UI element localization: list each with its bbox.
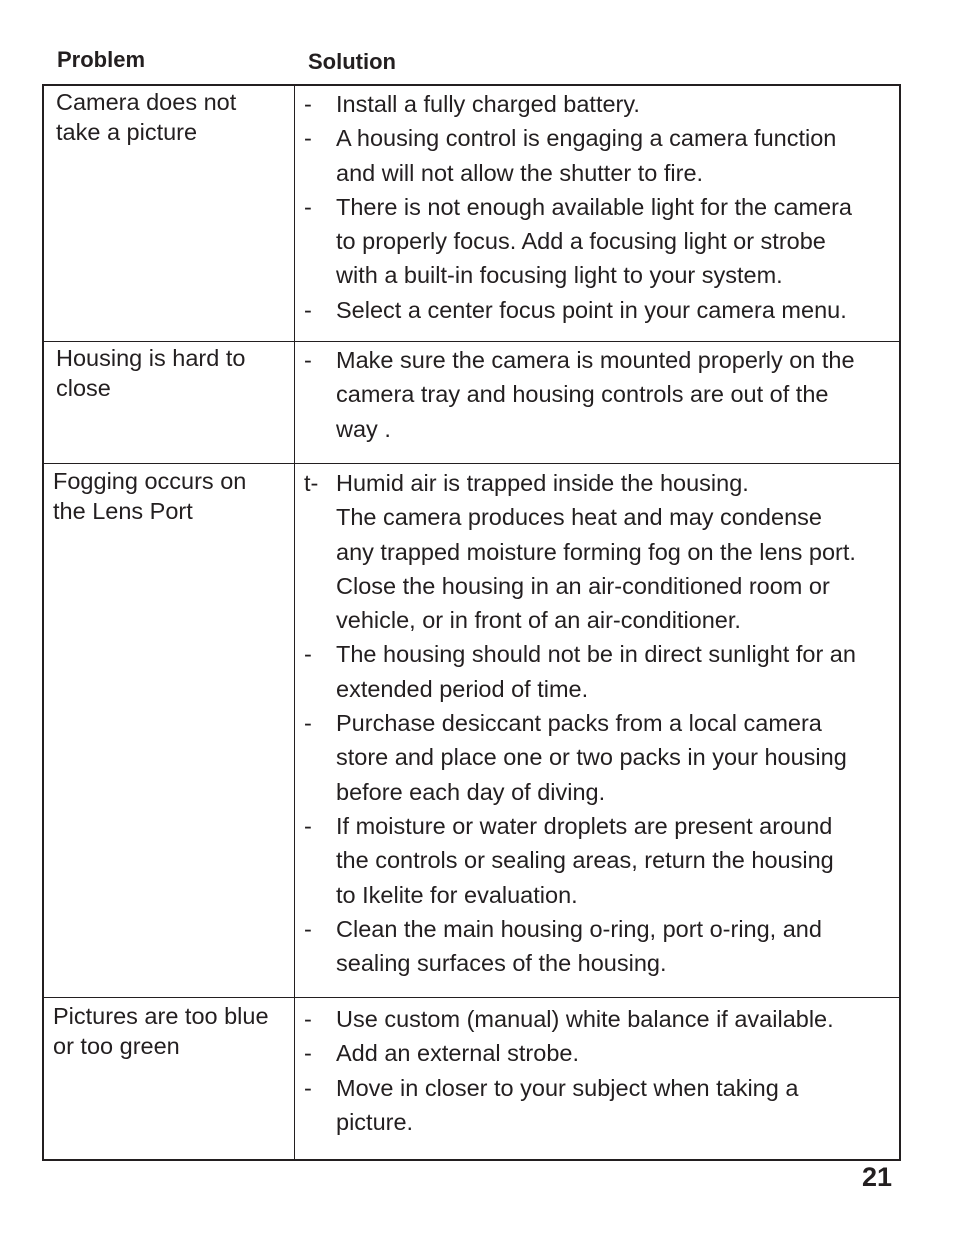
problem-camera-no-picture — [56, 87, 296, 147]
solution-line: If moisture or water droplets are present around — [336, 812, 833, 839]
solution-list-fogging-lens-port — [304, 466, 904, 980]
column-divider — [294, 86, 295, 1159]
problem-line: take a picture — [56, 119, 198, 145]
bullet-marker: - — [304, 91, 312, 117]
solution-line: with a built-in focusing light to your system. — [336, 262, 783, 289]
problem-housing-hard-to-close — [56, 343, 296, 403]
bullet-marker: - — [304, 812, 312, 839]
solution-line: Make sure the camera is mounted properly on the — [336, 347, 855, 373]
solution-line: to properly focus. Add a focusing light or strobe — [336, 228, 826, 255]
solution-item — [304, 706, 904, 809]
solution-item — [304, 121, 904, 190]
solution-line: The housing should not be in direct sunlight for an — [336, 641, 856, 668]
page-number: 21 — [861, 1162, 892, 1192]
problem-line: or too green — [53, 1033, 180, 1059]
solution-line: any trapped moisture forming fog on the lens port. — [336, 538, 856, 565]
bullet-marker: - — [304, 641, 312, 668]
solution-line: to Ikelite for evaluation. — [336, 881, 578, 908]
solution-line: way . — [336, 415, 391, 442]
solution-line: Clean the main housing o-ring, port o-ring, and — [336, 915, 822, 942]
solution-line: A housing control is engaging a camera function — [336, 125, 837, 152]
solution-line: Select a center focus point in your camera menu. — [336, 296, 847, 323]
bullet-marker: - — [304, 1006, 312, 1032]
row-divider-3 — [44, 997, 899, 998]
solution-line: picture. — [336, 1108, 414, 1135]
solution-line: There is not enough available light for the camera — [336, 193, 853, 220]
solution-item — [304, 1002, 904, 1036]
solution-list-camera-no-picture — [304, 87, 904, 327]
solution-item — [304, 466, 904, 637]
solution-line: camera tray and housing controls are out of the — [336, 381, 829, 408]
problem-line: the Lens Port — [53, 498, 193, 524]
solution-line: Install a fully charged battery. — [336, 91, 640, 117]
solution-line: Move in closer to your subject when taking a — [336, 1074, 799, 1101]
problem-line: Pictures are too blue — [53, 1003, 269, 1029]
row-divider-2 — [44, 463, 899, 464]
solution-item — [304, 637, 904, 706]
solution-line: before each day of diving. — [336, 778, 606, 805]
solution-line: Add an external strobe. — [336, 1040, 579, 1067]
solution-column-header: Solution — [308, 49, 396, 74]
solution-line: Humid air is trapped inside the housing. — [336, 470, 749, 496]
solution-line: the controls or sealing areas, return the housing — [336, 847, 834, 874]
row-divider-1 — [44, 341, 899, 342]
solution-line: Purchase desiccant packs from a local camera — [336, 710, 822, 737]
solution-item — [304, 343, 904, 446]
bullet-marker: - — [304, 710, 312, 737]
solution-line: and will not allow the shutter to fire. — [336, 159, 704, 186]
bullet-marker: - — [304, 296, 312, 323]
problem-line: Fogging occurs on — [53, 468, 247, 494]
solution-line: vehicle, or in front of an air-conditioner. — [336, 607, 741, 634]
bullet-marker: - — [304, 125, 312, 152]
solution-list-pictures-too-blue-green — [304, 1002, 904, 1139]
bullet-marker: - — [304, 915, 312, 942]
solution-line: The camera produces heat and may condense — [336, 504, 822, 531]
solution-item — [304, 912, 904, 981]
problem-line: Housing is hard to — [56, 345, 246, 371]
problem-pictures-too-blue-green — [53, 1001, 293, 1061]
bullet-marker: - — [304, 1074, 312, 1101]
bullet-marker: - — [304, 347, 312, 373]
solution-line: Close the housing in an air-conditioned room or — [336, 572, 830, 599]
solution-list-housing-hard-to-close — [304, 343, 904, 446]
solution-line: store and place one or two packs in your housing — [336, 744, 847, 771]
solution-item — [304, 1071, 904, 1140]
bullet-marker: - — [304, 1040, 312, 1067]
problem-fogging-lens-port — [53, 466, 293, 526]
bullet-marker: - — [304, 193, 312, 220]
problem-column-header: Problem — [57, 47, 146, 72]
solution-line: Use custom (manual) white balance if available. — [336, 1006, 834, 1032]
solution-line: extended period of time. — [336, 675, 589, 702]
solution-item — [304, 1036, 904, 1070]
solution-item — [304, 190, 904, 293]
problem-line: Camera does not — [56, 89, 237, 115]
solution-item — [304, 87, 904, 121]
solution-item — [304, 809, 904, 912]
problem-line: close — [56, 375, 111, 401]
bullet-marker: t- — [304, 470, 319, 496]
solution-line: sealing surfaces of the housing. — [336, 950, 667, 977]
solution-item — [304, 293, 904, 327]
